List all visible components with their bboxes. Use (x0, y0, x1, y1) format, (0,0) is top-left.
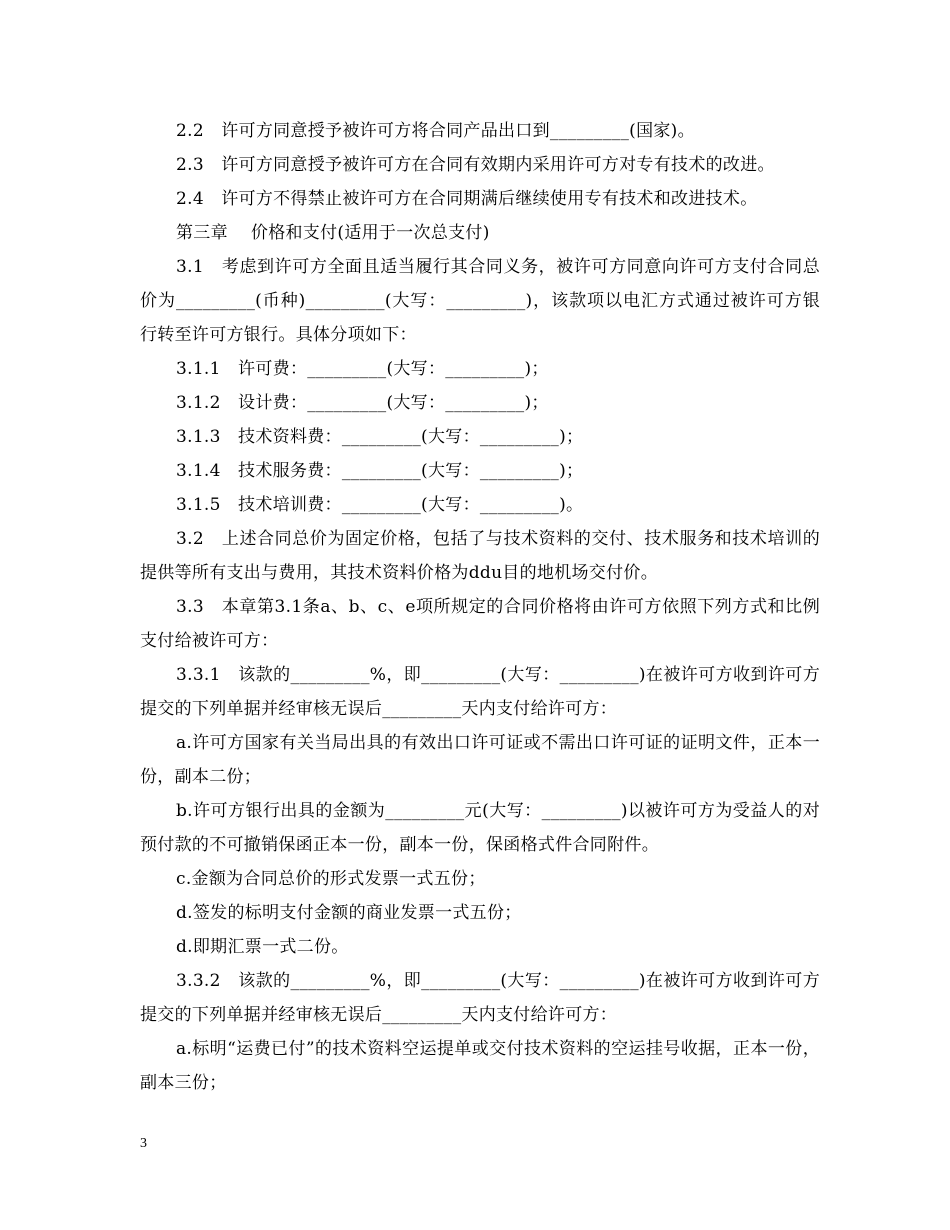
clause-3-2: 3.2 上述合同总价为固定价格，包括了与技术资料的交付、技术服务和技术培训的提供等所有支出与费用，其技术资料价格为ddu目的地机场交付价。 (140, 529, 820, 583)
item-b-1: b.许可方银行出具的金额为_________元(大写：_________)以被许可方为受益人的对预付款的不可撤销保函正本一份，副本一份，保函格式件合同附件。 (140, 801, 820, 855)
clause-3-3-1: 3.3.1 该款的_________%，即_________(大写：_________)在被许可方收到许可方提交的下列单据并经审核无误后_________天内支付给许可方： (140, 665, 820, 719)
item-a-2: a.标明“运费已付”的技术资料空运提单或交付技术资料的空运挂号收据，正本一份，副本三份； (140, 1039, 820, 1093)
item-d-1: d.签发的标明支付金额的商业发票一式五份； (176, 903, 522, 923)
clause-3-1-1: 3.1.1 许可费：_________(大写：_________)； (176, 359, 549, 379)
clause-3-1-4: 3.1.4 技术服务费：_________(大写：_________)； (176, 461, 584, 481)
chapter-3-heading: 第三章 价格和支付(适用于一次总支付) (176, 223, 490, 243)
clause-3-1-2: 3.1.2 设计费：_________(大写：_________)； (176, 393, 549, 413)
item-d-2: d.即期汇票一式二份。 (176, 937, 349, 957)
item-a-1: a.许可方国家有关当局出具的有效出口许可证或不需出口许可证的证明文件，正本一份，副本二份； (140, 733, 820, 787)
clause-3-3: 3.3 本章第3.1条a、b、c、e项所规定的合同价格将由许可方依照下列方式和比例支付给被许可方： (140, 597, 820, 651)
clause-3-1-3: 3.1.3 技术资料费：_________(大写：_________)； (176, 427, 584, 447)
clause-2-2: 2.2 许可方同意授予被许可方将合同产品出口到_________(国家)。 (176, 121, 695, 141)
clause-3-1: 3.1 考虑到许可方全面且适当履行其合同义务，被许可方同意向许可方支付合同总价为_________(币种)_________(大写：_________)，该款项以电汇方式通过被许可方银行转至许可方银行。具体分项如下： (140, 257, 820, 345)
clause-3-3-2: 3.3.2 该款的_________%，即_________(大写：_________)在被许可方收到许可方提交的下列单据并经审核无误后_________天内支付给许可方： (140, 971, 820, 1025)
item-c-1: c.金额为合同总价的形式发票一式五份； (176, 869, 486, 889)
document-body (140, 114, 820, 1100)
clause-2-3: 2.3 许可方同意授予被许可方在合同有效期内采用许可方对专有技术的改进。 (176, 155, 775, 175)
clause-3-1-5: 3.1.5 技术培训费：_________(大写：_________)。 (176, 495, 584, 515)
clause-2-4: 2.4 许可方不得禁止被许可方在合同期满后继续使用专有技术和改进技术。 (176, 189, 758, 209)
page-number: 3 (140, 1136, 147, 1151)
